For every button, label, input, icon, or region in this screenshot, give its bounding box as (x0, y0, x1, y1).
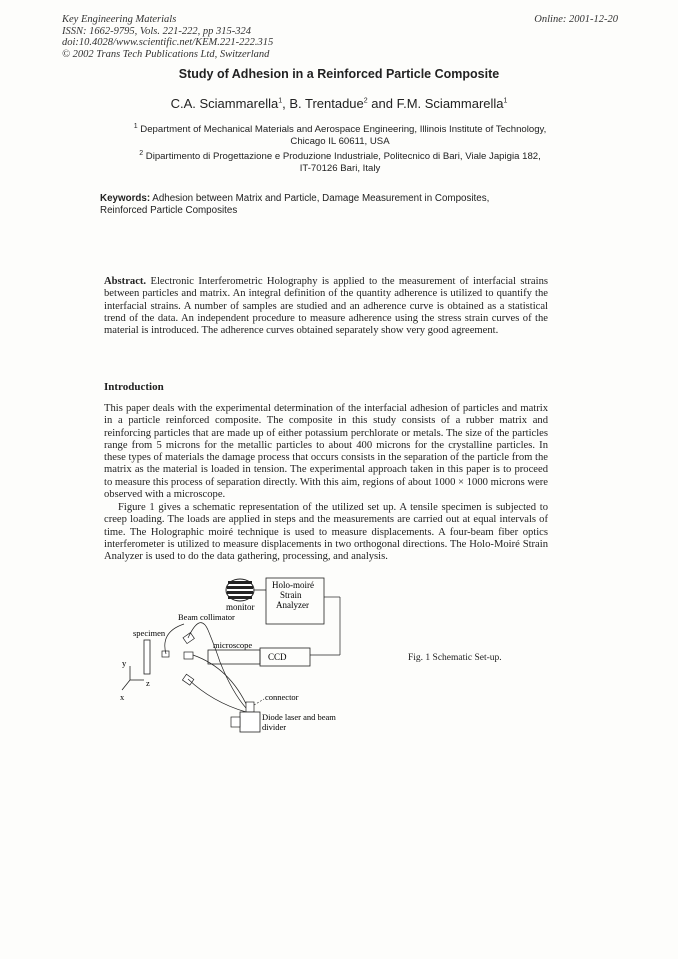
connector-box (246, 702, 254, 712)
abstract-text: Electronic Interferometric Holography is applied to the measurement of interfacial strains between particles and matrix. An integral definition of the quantity adherence is utilized to quantify the interfacial strains. A number of samples are studied and an adherence curve is obtained as a statistical trend of the data. An independent procedure to measure adherence using the stress strain curves of the material is introduced. The adherence curves obtained separately show very good agreement. (104, 276, 548, 337)
abstract (104, 276, 548, 337)
affiliation-marker: 1 (278, 97, 283, 105)
label-analyzer: Analyzer (276, 600, 309, 610)
affiliation-marker: 1 (503, 97, 508, 105)
intro-paragraph-1: This paper deals with the experimental determination of the interfacial adhesion of particles and matrix in a particle reinforced composite. The composite in this study consists of a rubber matrix and reinforcing particles that are made up of either potassium perchlorate or metals. The size of the particles range from 5 microns for the metallic particles to about 400 microns for the crystalline particles. In these types of materials the damage process that occurs consists in the separation of the particle from the matrix as the material is loaded in tension. The experimental approach taken in this paper is to proceed to measure this process of separation directly. With this aim, regions of about 1000 × 1000 microns were observed with a microscope. (104, 403, 548, 501)
label-beam-collimator: Beam collimator (178, 612, 235, 622)
label-microscope: microscope (213, 640, 253, 650)
paper-title: Study of Adhesion in a Reinforced Particle Composite (178, 67, 500, 81)
affiliation-marker: 1 (133, 123, 138, 130)
section-heading: Introduction (104, 381, 164, 393)
label-y-axis: y (122, 658, 127, 668)
issn-line: ISSN: 1662-9795, Vols. 221-222, pp 315-324 (62, 25, 251, 37)
label-x-axis: x (120, 692, 125, 702)
abstract-label: Abstract. (104, 276, 147, 287)
keywords-label: Keywords: (100, 193, 151, 204)
journal-name: Key Engineering Materials (62, 14, 177, 25)
schematic-setup-figure (100, 572, 370, 742)
diode-laser-box (240, 712, 260, 732)
label-holo-moire: Holo-moiré (272, 580, 314, 590)
label-z-axis: z (146, 678, 150, 688)
microscope-box (208, 650, 260, 664)
author-name: and F.M. Sciammarella (367, 96, 504, 111)
keywords-text: Adhesion between Matrix and Particle, Damage Measurement in Composites, Reinforced Particle Composites (100, 193, 490, 216)
copyright-line: © 2002 Trans Tech Publications Ltd, Switzerland (62, 48, 270, 60)
label-strain: Strain (280, 590, 302, 600)
keywords (100, 193, 520, 217)
affiliation-marker: 2 (139, 150, 144, 157)
label-specimen: specimen (133, 628, 166, 638)
affiliation-marker: 2 (363, 97, 368, 105)
running-header (62, 14, 273, 60)
figure-caption: Fig. 1 Schematic Set-up. (408, 653, 502, 663)
label-monitor: monitor (226, 602, 255, 612)
author-name: C.A. Sciammarella (170, 96, 279, 111)
label-diode-laser: Diode laser and beam (262, 712, 336, 722)
doi-line: doi:10.4028/www.scientific.net/KEM.221-222.315 (62, 37, 274, 48)
affiliation-2: $^2$ Dipartimento di Progettazione e Produzione Industriale, Politecnico di Bari, Viale Japigia 182, IT-70126 Bari, Italy (139, 150, 541, 175)
online-date: Online: 2001-12-20 (534, 14, 618, 25)
author-list (0, 96, 678, 111)
affiliation-1: $^1$ Department of Mechanical Materials and Aerospace Engineering, Illinois Institute of Technology, Chicago IL 60611, USA (133, 123, 547, 148)
author-name: , B. Trentadue (282, 96, 364, 111)
label-ccd: CCD (268, 652, 287, 662)
specimen-plate (144, 640, 150, 674)
label-connector: connector (265, 692, 299, 702)
monitor-icon (226, 579, 254, 601)
label-divider: divider (262, 722, 287, 732)
intro-paragraph-2: Figure 1 gives a schematic representation of the utilized set up. A tensile specimen is subjected to creep loading. The loads are applied in steps and the measurements are carried out at equal intervals of time. The Holographic moiré technique is used to measure displacements. A four-beam fiber optics interferometer is utilized to measure displacements in two orthogonal directions. The Holo-Moiré Strain Analyzer is used to do the data gathering, processing, and analysis. (104, 502, 548, 563)
